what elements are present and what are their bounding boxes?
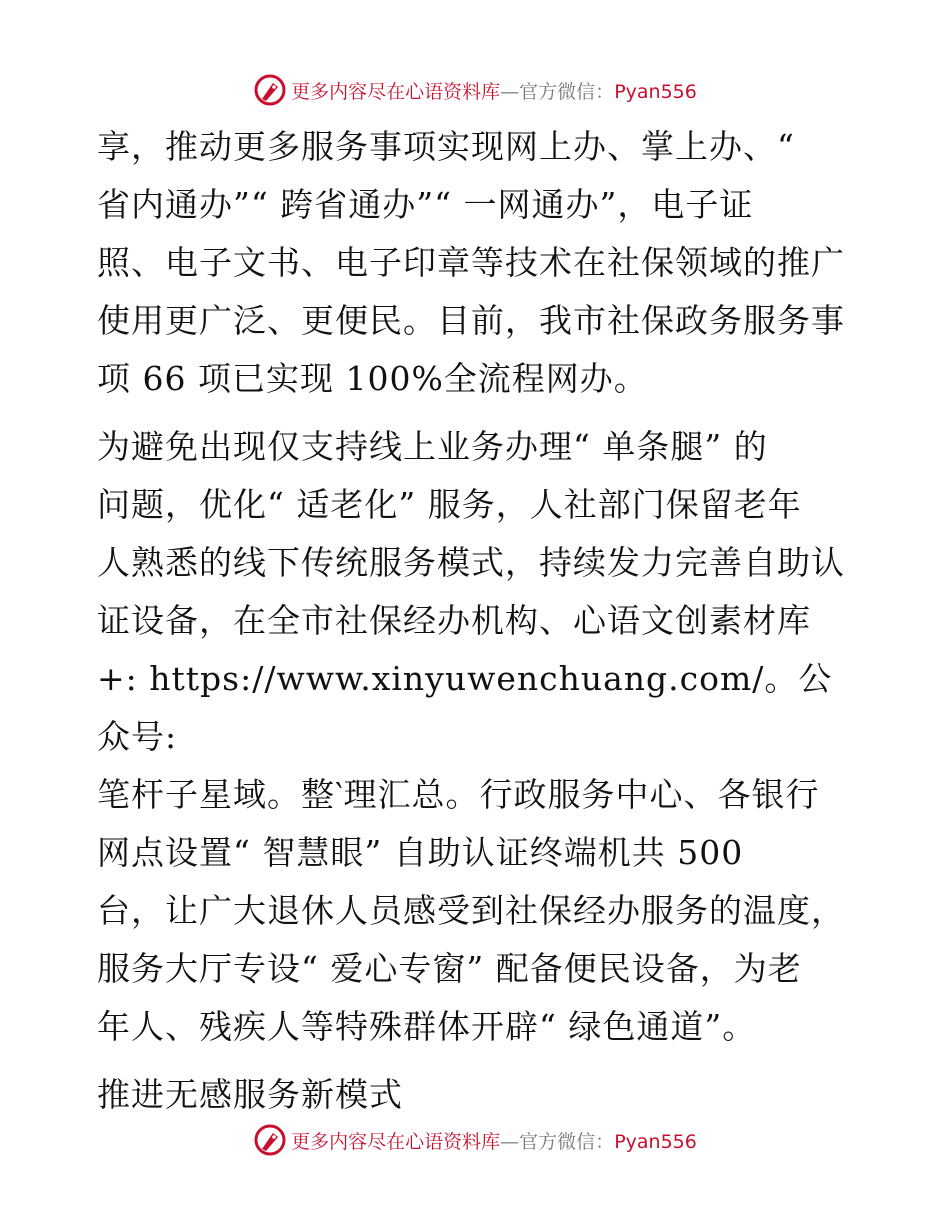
banner-title: 更多内容尽在心语资料库 (291, 80, 501, 103)
banner-wechat-label: 官方微信： (519, 1130, 615, 1153)
banner-separator: — (500, 80, 520, 103)
banner-account: Pyan556 (614, 80, 697, 103)
banner-separator: — (500, 1130, 520, 1153)
pen-nib-circle-icon (253, 73, 287, 107)
banner-wechat-label: 官方微信： (519, 80, 615, 103)
banner-text (291, 1127, 697, 1154)
paragraph-online-services: 享，推动更多服务事项实现网上办、掌上办、“ 省内通办”“ 跨省通办”“ 一网通办”，电子证 照、电子文书、电子印章等技术在社保领域的推广 使用更广泛、更便民。目前，我市社保政务服务事 项 66 项已实现 100%全流程网办。 (97, 127, 845, 398)
footer-banner (0, 1120, 950, 1160)
banner-account: Pyan556 (614, 1130, 697, 1153)
banner-title: 更多内容尽在心语资料库 (291, 1130, 501, 1153)
header-banner (0, 70, 950, 110)
section-heading-seamless-service: 推进无感服务新模式 (97, 1075, 403, 1114)
document-body (97, 118, 857, 1124)
banner-text (291, 77, 697, 104)
paragraph-elderly-services: 为避免出现仅支持线上业务办理“ 单条腿” 的 问题，优化“ 适老化” 服务，人社部门保留老年 人熟悉的线下传统服务模式，持续发力完善自助认 证设备，在全市社保经办机构、心语文创素材库 +: https://www.xinyuwenchuang.com/。公众号: 笔杆子星域。整‵理汇总。行政服务中心、各银行 网点设置“ 智慧眼” 自助认证终端机共 500 台，让广大退休人员感受到社保经办服务的温度， 服务大厅专设“ 爱心专窗” 配备便民设备，为老 年人、残疾人等特殊群体开辟“ 绿色通道”。 (97, 427, 845, 1046)
pen-nib-circle-icon (253, 1123, 287, 1157)
